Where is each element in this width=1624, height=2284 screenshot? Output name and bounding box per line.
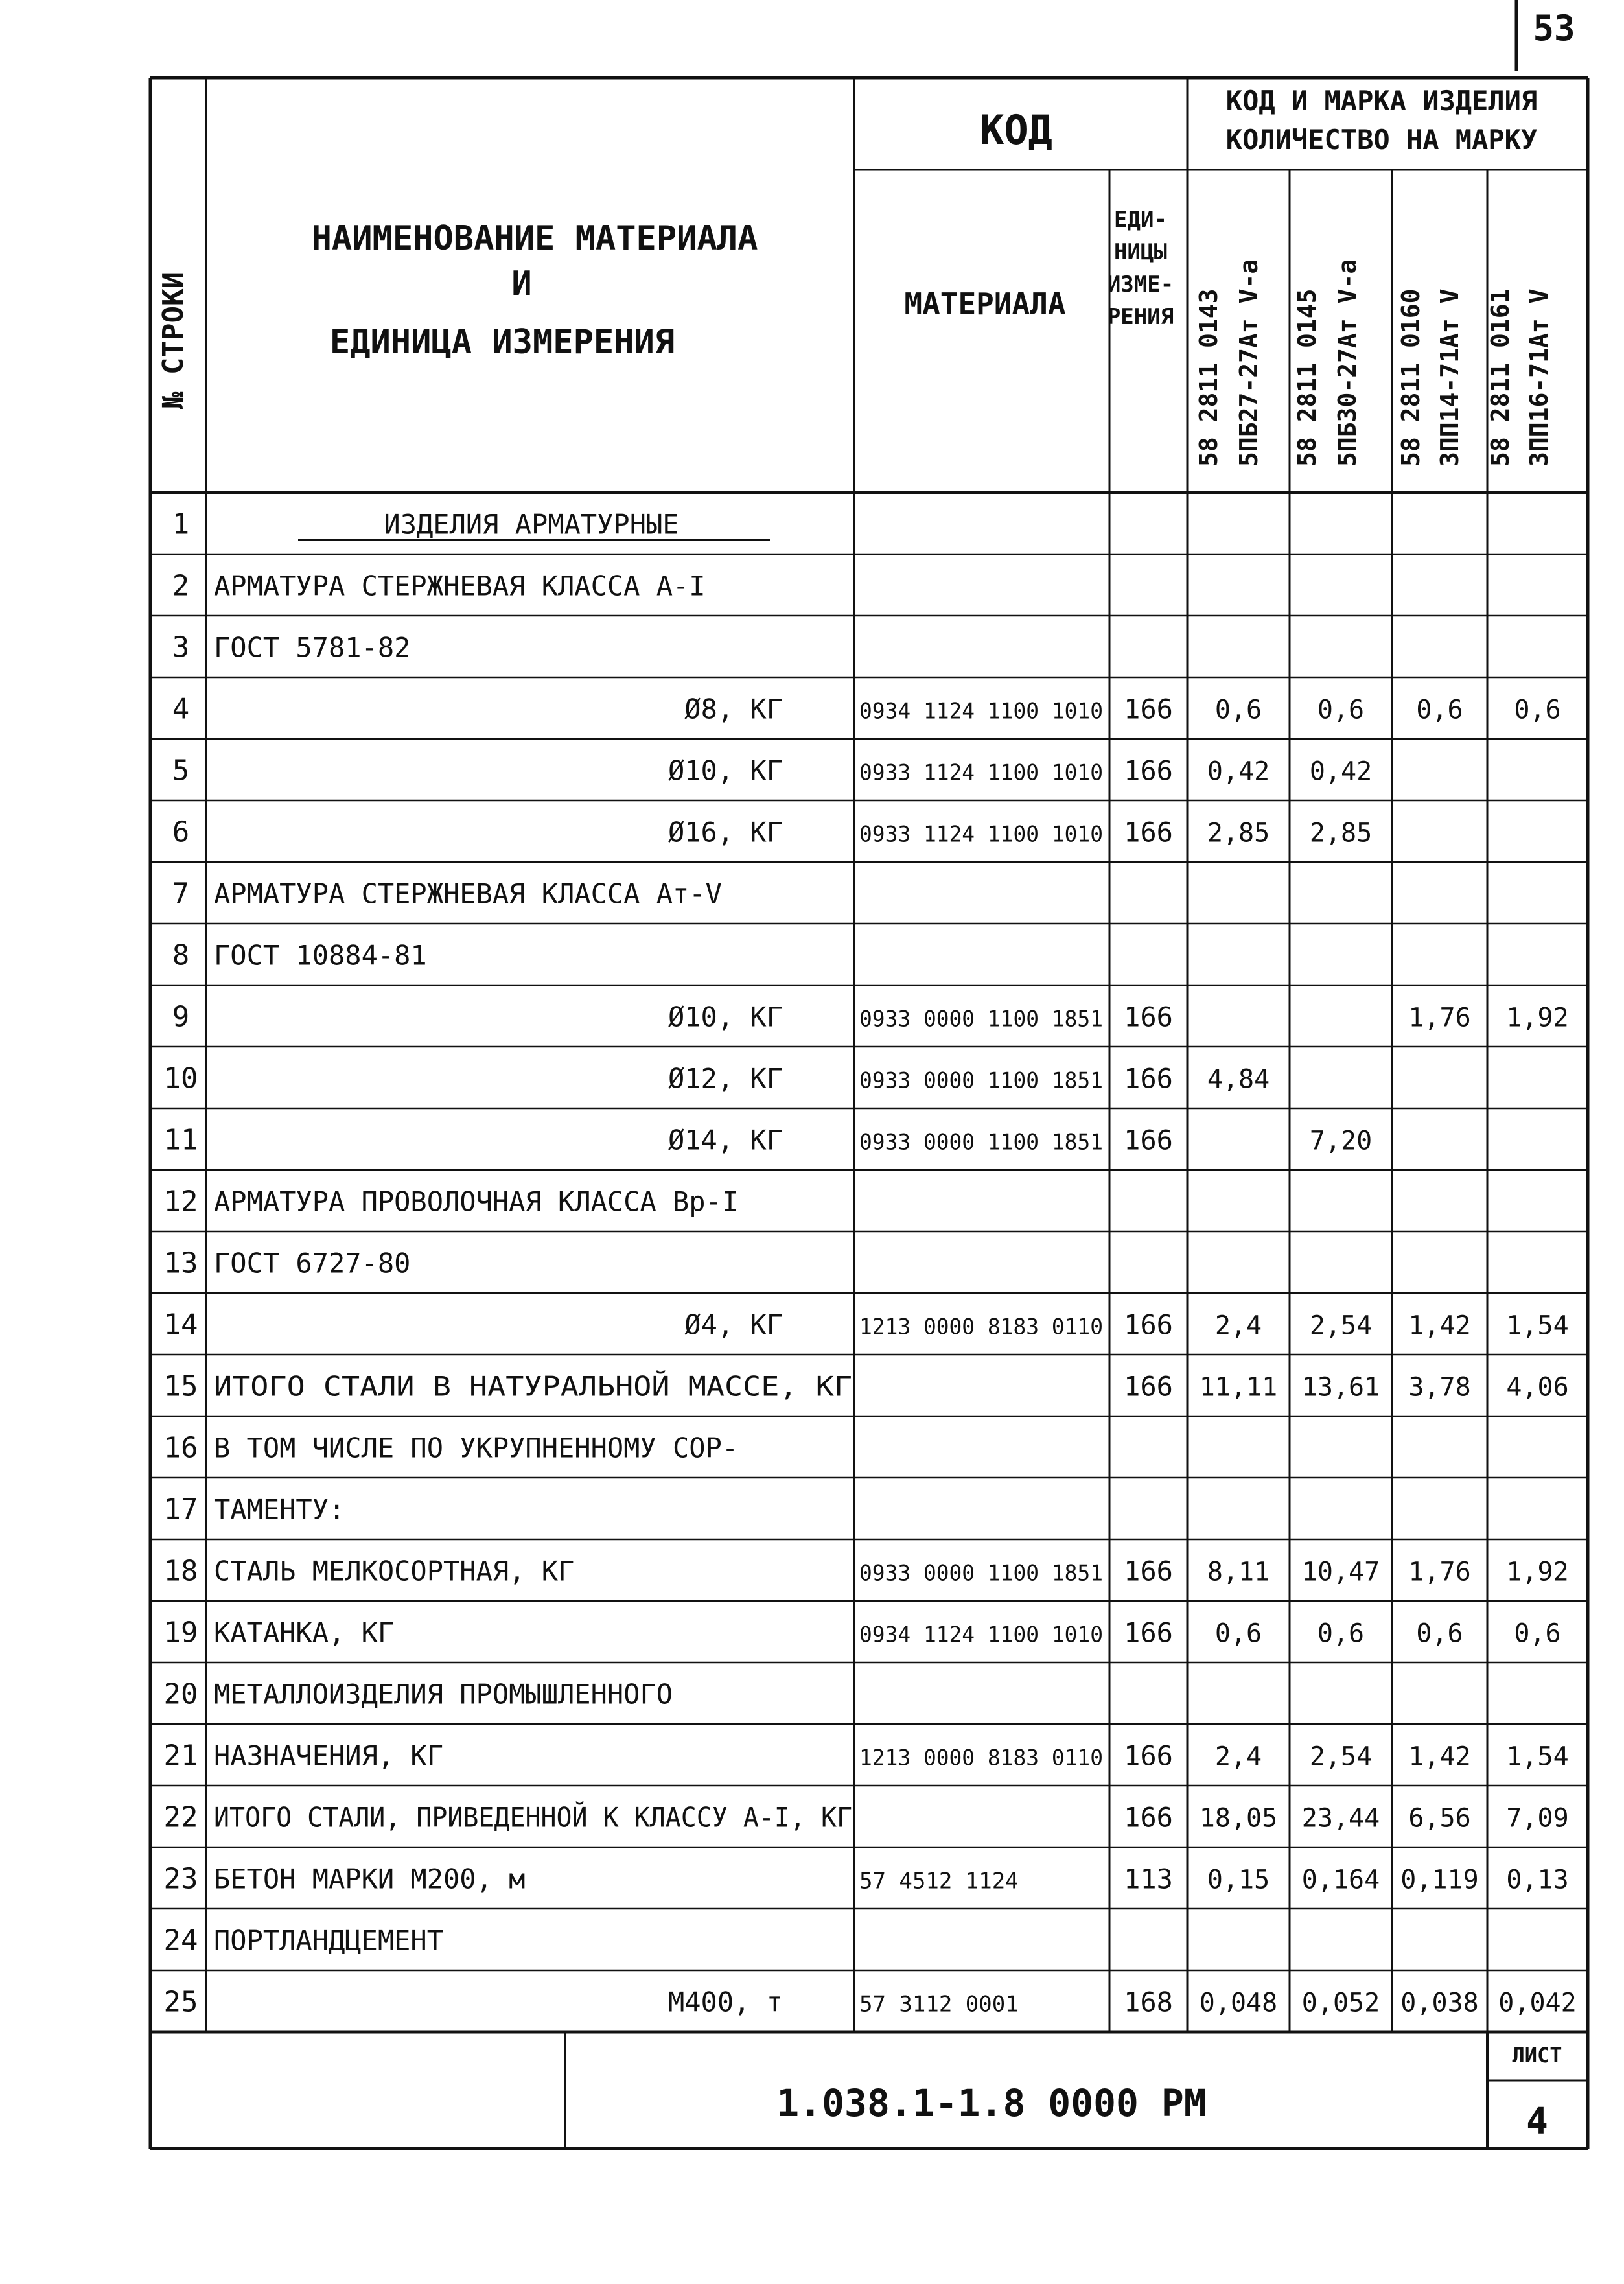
quantity-value: 0,6 bbox=[1416, 695, 1463, 725]
quantity-value: 3,78 bbox=[1408, 1372, 1471, 1403]
row-number: 5 bbox=[172, 754, 190, 787]
table-row bbox=[164, 1062, 1270, 1095]
material-code: 1213 0000 8183 0110 bbox=[859, 1745, 1103, 1771]
material-name: М400, т bbox=[667, 1986, 783, 2018]
material-name: Ø16, КГ bbox=[667, 816, 783, 848]
material-code: 0933 0000 1100 1851 bbox=[859, 1560, 1103, 1587]
quantity-value: 1,92 bbox=[1506, 1557, 1569, 1587]
material-code: 0933 0000 1100 1851 bbox=[859, 1067, 1103, 1094]
product-code-4: 58 2811 0161 bbox=[1486, 288, 1514, 467]
material-code: 57 3112 0001 bbox=[859, 1991, 1019, 2018]
material-name: ИЗДЕЛИЯ АРМАТУРНЫЕ bbox=[384, 508, 679, 541]
quantity-value: 1,54 bbox=[1506, 1742, 1569, 1772]
product-mark-1: 5ПБ27-27Ат V-а bbox=[1235, 259, 1263, 467]
table-row bbox=[164, 1247, 411, 1280]
material-name: НАЗНАЧЕНИЯ, КГ bbox=[214, 1740, 444, 1772]
quantity-value: 0,6 bbox=[1416, 1618, 1463, 1649]
material-code: 1213 0000 8183 0110 bbox=[859, 1314, 1103, 1340]
table-row bbox=[172, 816, 1372, 849]
unit-code: 166 bbox=[1124, 1555, 1173, 1587]
unit-code-header-3: ИЗМЕ- bbox=[1107, 272, 1174, 297]
quantity-value: 7,09 bbox=[1506, 1803, 1569, 1834]
quantity-value: 1,54 bbox=[1506, 1311, 1569, 1341]
product-mark-2: 5ПБ30-27Ат V-а bbox=[1333, 259, 1362, 467]
row-number: 15 bbox=[163, 1369, 198, 1403]
quantity-value: 0,6 bbox=[1317, 695, 1365, 725]
sheet-number: 4 bbox=[1526, 2101, 1548, 2143]
quantity-value: 0,042 bbox=[1498, 1988, 1577, 2018]
material-name: АРМАТУРА СТЕРЖНЕВАЯ КЛАССА А-I bbox=[214, 570, 706, 602]
row-number-header: № СТРОКИ bbox=[157, 272, 190, 409]
row-number: 22 bbox=[163, 1800, 198, 1834]
unit-code: 166 bbox=[1124, 1740, 1173, 1772]
quantity-value: 2,54 bbox=[1309, 1742, 1373, 1772]
table-row bbox=[164, 1370, 1569, 1403]
unit-code: 166 bbox=[1124, 816, 1173, 848]
quantity-value: 18,05 bbox=[1199, 1803, 1278, 1834]
table-row bbox=[172, 1001, 1569, 1034]
product-group-header-1: КОД И МАРКА ИЗДЕЛИЯ bbox=[1225, 85, 1538, 117]
code-group-header: КОД bbox=[980, 106, 1052, 154]
unit-code: 166 bbox=[1124, 1616, 1173, 1649]
quantity-value: 8,11 bbox=[1207, 1557, 1270, 1587]
quantity-value: 1,76 bbox=[1408, 1003, 1471, 1033]
title-block bbox=[776, 2043, 1562, 2143]
unit-code-header-1: ЕДИ- bbox=[1114, 207, 1167, 233]
quantity-value: 0,15 bbox=[1207, 1865, 1270, 1895]
quantity-value: 1,42 bbox=[1408, 1311, 1471, 1341]
table-row bbox=[164, 1801, 1569, 1834]
quantity-value: 0,6 bbox=[1514, 695, 1561, 725]
row-number: 1 bbox=[172, 507, 190, 541]
quantity-value: 2,4 bbox=[1214, 1742, 1262, 1772]
material-name: ГОСТ 5781-82 bbox=[214, 631, 411, 664]
product-code-3: 58 2811 0160 bbox=[1397, 288, 1425, 467]
quantity-value: 2,85 bbox=[1207, 818, 1270, 848]
material-code: 0933 0000 1100 1851 bbox=[859, 1006, 1103, 1032]
quantity-value: 2,85 bbox=[1309, 818, 1373, 848]
unit-code: 166 bbox=[1124, 1062, 1173, 1095]
material-code: 0934 1124 1100 1010 bbox=[859, 1622, 1103, 1648]
material-name: АРМАТУРА ПРОВОЛОЧНАЯ КЛАССА Вр-I bbox=[214, 1185, 739, 1218]
quantity-value: 11,11 bbox=[1199, 1372, 1278, 1403]
product-code-1: 58 2811 0143 bbox=[1194, 288, 1223, 467]
unit-code: 166 bbox=[1124, 1309, 1173, 1341]
material-name: СТАЛЬ МЕЛКОСОРТНАЯ, КГ bbox=[214, 1555, 575, 1587]
quantity-value: 4,84 bbox=[1207, 1064, 1270, 1095]
quantity-value: 0,6 bbox=[1214, 1618, 1262, 1649]
page-number: 53 bbox=[1533, 8, 1575, 49]
quantity-value: 6,56 bbox=[1408, 1803, 1471, 1834]
unit-code: 113 bbox=[1124, 1863, 1173, 1895]
quantity-value: 0,038 bbox=[1400, 1988, 1479, 2018]
product-mark-4: 3ПП16-71Ат V bbox=[1525, 288, 1553, 467]
table-row bbox=[172, 631, 411, 664]
quantity-value: 1,42 bbox=[1408, 1742, 1471, 1772]
quantity-value: 0,052 bbox=[1301, 1988, 1380, 2018]
material-code: 0933 0000 1100 1851 bbox=[859, 1129, 1103, 1156]
material-code: 0934 1124 1100 1010 bbox=[859, 698, 1103, 725]
table-row bbox=[164, 1432, 739, 1465]
table-grid bbox=[150, 78, 1588, 2149]
row-number: 25 bbox=[163, 1985, 198, 2019]
material-name: ИТОГО СТАЛИ В НАТУРАЛЬНОЙ МАССЕ, КГ bbox=[214, 1370, 788, 1403]
material-code-header: МАТЕРИАЛА bbox=[904, 286, 1066, 321]
table-row bbox=[164, 1493, 345, 1526]
table-row bbox=[164, 1678, 673, 1711]
quantity-value: 0,13 bbox=[1506, 1865, 1569, 1895]
row-number: 14 bbox=[163, 1308, 198, 1342]
material-name: КАТАНКА, КГ bbox=[214, 1616, 395, 1649]
quantity-value: 13,61 bbox=[1301, 1372, 1380, 1403]
row-number: 20 bbox=[163, 1677, 198, 1711]
product-group-header-2: КОЛИЧЕСТВО НА МАРКУ bbox=[1225, 124, 1538, 156]
row-number: 4 bbox=[172, 692, 190, 726]
material-name: Ø8, КГ bbox=[684, 693, 783, 725]
quantity-value: 0,048 bbox=[1199, 1988, 1278, 2018]
unit-code: 166 bbox=[1124, 1124, 1173, 1156]
row-number: 9 bbox=[172, 1000, 190, 1034]
row-number: 7 bbox=[172, 877, 190, 911]
material-name: ТАМЕНТУ: bbox=[214, 1493, 345, 1526]
row-number: 8 bbox=[172, 938, 190, 972]
row-number: 3 bbox=[172, 631, 190, 664]
material-name: В ТОМ ЧИСЛЕ ПО УКРУПНЕННОМУ СОР- bbox=[214, 1432, 739, 1464]
row-number: 19 bbox=[163, 1616, 198, 1649]
product-code-2: 58 2811 0145 bbox=[1293, 288, 1321, 467]
table-row bbox=[164, 1863, 1569, 1896]
material-code: 0933 1124 1100 1010 bbox=[859, 760, 1103, 786]
quantity-value: 10,47 bbox=[1301, 1557, 1380, 1587]
quantity-value: 1,76 bbox=[1408, 1557, 1471, 1587]
table-row bbox=[164, 1555, 1569, 1588]
row-number: 10 bbox=[163, 1062, 198, 1095]
table-row bbox=[164, 1986, 1577, 2019]
unit-code-header-2: НИЦЫ bbox=[1114, 239, 1167, 265]
material-name: ИТОГО СТАЛИ, ПРИВЕДЕННОЙ К КЛАССУ А-I, КГ bbox=[214, 1801, 886, 1834]
material-name: Ø4, КГ bbox=[684, 1309, 783, 1341]
unit-code: 166 bbox=[1124, 1370, 1173, 1403]
document-designation: 1.038.1-1.8 0000 РМ bbox=[776, 2081, 1207, 2125]
row-number: 13 bbox=[163, 1246, 198, 1280]
unit-code: 166 bbox=[1124, 1001, 1173, 1033]
quantity-value: 0,42 bbox=[1309, 756, 1373, 787]
row-number: 21 bbox=[163, 1739, 198, 1773]
product-mark-3: 3ПП14-71Ат V bbox=[1435, 288, 1464, 467]
quantity-value: 2,4 bbox=[1214, 1311, 1262, 1341]
material-code: 0933 1124 1100 1010 bbox=[859, 821, 1103, 848]
unit-code: 166 bbox=[1124, 1801, 1173, 1834]
material-name: МЕТАЛЛОИЗДЕЛИЯ ПРОМЫШЛЕННОГО bbox=[214, 1678, 673, 1710]
unit-code: 168 bbox=[1124, 1986, 1173, 2018]
row-number: 23 bbox=[163, 1862, 198, 1896]
row-number: 12 bbox=[163, 1185, 198, 1218]
table-row bbox=[164, 1616, 1561, 1649]
table-row bbox=[164, 1309, 1569, 1342]
row-number: 11 bbox=[163, 1123, 198, 1157]
name-header-line-1: НАИМЕНОВАНИЕ МАТЕРИАЛА bbox=[311, 219, 758, 258]
table-row bbox=[164, 1124, 1373, 1157]
unit-code-header-4: РЕНИЯ bbox=[1107, 304, 1174, 330]
material-name: ГОСТ 10884-81 bbox=[214, 939, 427, 972]
material-name: Ø14, КГ bbox=[667, 1124, 783, 1156]
material-name: Ø10, КГ bbox=[667, 1001, 783, 1033]
table-row bbox=[172, 939, 427, 972]
table-row bbox=[172, 570, 706, 603]
quantity-value: 1,92 bbox=[1506, 1003, 1569, 1033]
quantity-value: 23,44 bbox=[1301, 1803, 1380, 1834]
table-row bbox=[172, 878, 722, 911]
quantity-value: 0,6 bbox=[1214, 695, 1262, 725]
table-row bbox=[164, 1740, 1569, 1773]
material-name: ПОРТЛАНДЦЕМЕНТ bbox=[214, 1924, 444, 1957]
name-header-line-2: И bbox=[511, 264, 532, 303]
unit-code: 166 bbox=[1124, 693, 1173, 725]
material-name: Ø10, КГ bbox=[667, 754, 783, 787]
material-name: БЕТОН МАРКИ М200, м bbox=[214, 1863, 526, 1895]
row-number: 6 bbox=[172, 815, 190, 849]
material-code: 57 4512 1124 bbox=[859, 1868, 1019, 1894]
sheet-label: ЛИСТ bbox=[1512, 2043, 1562, 2068]
name-header-line-3: ЕДИНИЦА ИЗМЕРЕНИЯ bbox=[329, 323, 675, 362]
quantity-value: 0,42 bbox=[1207, 756, 1270, 787]
quantity-value: 7,20 bbox=[1309, 1126, 1373, 1156]
quantity-value: 2,54 bbox=[1309, 1311, 1373, 1341]
quantity-value: 0,6 bbox=[1317, 1618, 1365, 1649]
quantity-value: 0,119 bbox=[1400, 1865, 1479, 1895]
row-number: 16 bbox=[163, 1431, 198, 1465]
quantity-value: 4,06 bbox=[1506, 1372, 1569, 1403]
row-number: 2 bbox=[172, 569, 190, 603]
row-number: 18 bbox=[163, 1554, 198, 1588]
material-name: АРМАТУРА СТЕРЖНЕВАЯ КЛАССА Ат-V bbox=[214, 878, 722, 910]
row-number: 24 bbox=[163, 1924, 198, 1957]
row-number: 17 bbox=[163, 1493, 198, 1526]
material-name: Ø12, КГ bbox=[667, 1062, 783, 1095]
material-name: ГОСТ 6727-80 bbox=[214, 1247, 411, 1279]
table-row bbox=[172, 693, 1561, 726]
table-row bbox=[172, 754, 1372, 787]
quantity-value: 0,164 bbox=[1301, 1865, 1380, 1895]
quantity-value: 0,6 bbox=[1514, 1618, 1561, 1649]
table-body bbox=[164, 508, 1577, 2019]
unit-code: 166 bbox=[1124, 754, 1173, 787]
table-row bbox=[172, 508, 770, 541]
table-row bbox=[164, 1185, 739, 1218]
